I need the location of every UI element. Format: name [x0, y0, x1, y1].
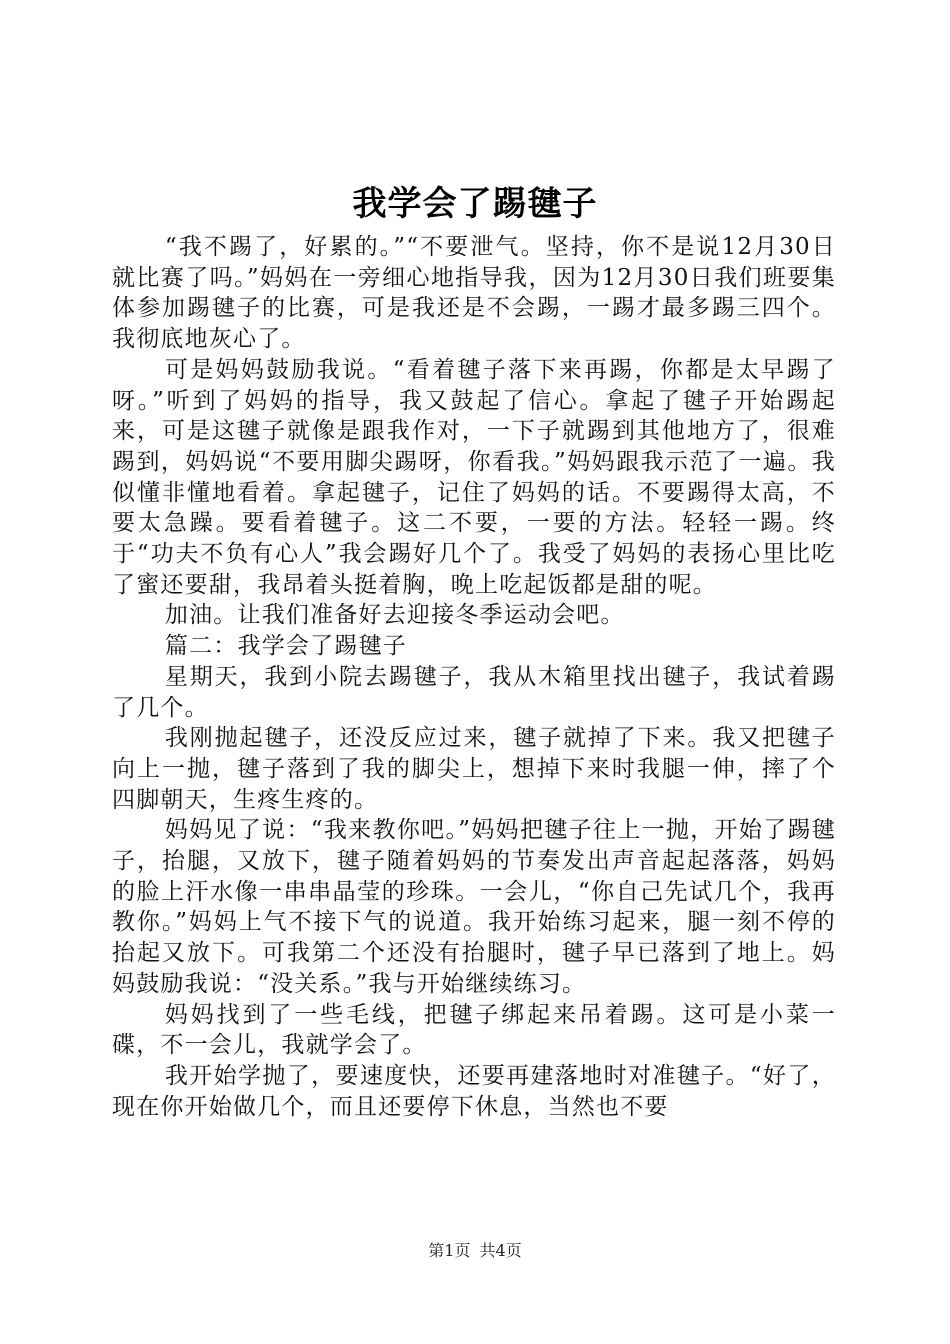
document-body	[112, 232, 836, 1122]
paragraph: 可是妈妈鼓励我说。“看着毽子落下来再踢，你都是太早踢了呀。”听到了妈妈的指导，我又鼓起了信心。拿起了毽子开始踢起来，可是这毽子就像是跟我作对，一下子就踢到其他地方了，很难踢到，妈妈说“不要用脚尖踢呀，你看我。”妈妈跟我示范了一遍。我似懂非懂地看着。拿起毽子，记住了妈妈的话。不要踢得太高，不要太急躁。要看着毽子。这二不要，一要的方法。轻轻一踢。终于“功夫不负有心人”我会踢好几个了。我受了妈妈的表扬心里比吃了蜜还要甜，我昂着头挺着胸，晚上吃起饭都是甜的呢。	[112, 356, 836, 598]
page-total: 共4页	[479, 1241, 522, 1260]
page-footer	[0, 1241, 950, 1261]
paragraph: 妈妈见了说：“我来教你吧。”妈妈把毽子往上一抛，开始了踢毽子，抬腿，又放下，毽子随着妈妈的节奏发出声音起起落落，妈妈的脸上汗水像一串串晶莹的珍珠。一会儿，“你自己先试几个，我再教你。”妈妈上气不接下气的说道。我开始练习起来，腿一刻不停的抬起又放下。可我第二个还没有抬腿时，毽子早已落到了地上。妈妈鼓励我说：“没关系。”我与开始继续练习。	[112, 817, 836, 997]
page-number: 第1页	[428, 1241, 471, 1260]
paragraph: 我刚抛起毽子，还没反应过来，毽子就掉了下来。我又把毽子向上一抛，毽子落到了我的脚尖上，想掉下来时我腿一伸，摔了个四脚朝天，生疼生疼的。	[112, 725, 836, 813]
paragraph: 加油。让我们准备好去迎接冬季运动会吧。	[164, 602, 625, 629]
paragraph: 妈妈找到了一些毛线，把毽子绑起来吊着踢。这可是小菜一碟，不一会儿，我就学会了。	[112, 1001, 836, 1059]
paragraph: 星期天，我到小院去踢毽子，我从木箱里找出毽子，我试着踢了几个。	[112, 663, 836, 721]
document-title: 我学会了踢毽子	[352, 184, 598, 224]
paragraph: “我不踢了，好累的。”“不要泄气。坚持，你不是说12月30日就比赛了吗。”妈妈在一旁细心地指导我，因为12月30日我们班要集体参加踢毽子的比赛，可是我还是不会踢，一踢才最多踢三四个。我彻底地灰心了。	[112, 234, 836, 353]
section-heading: 篇二：我学会了踢毽子	[164, 633, 407, 660]
paragraph: 我开始学抛了，要速度快，还要再建落地时对准毽子。“好了，现在你开始做几个，而且还要停下休息，当然也不要	[112, 1062, 836, 1120]
